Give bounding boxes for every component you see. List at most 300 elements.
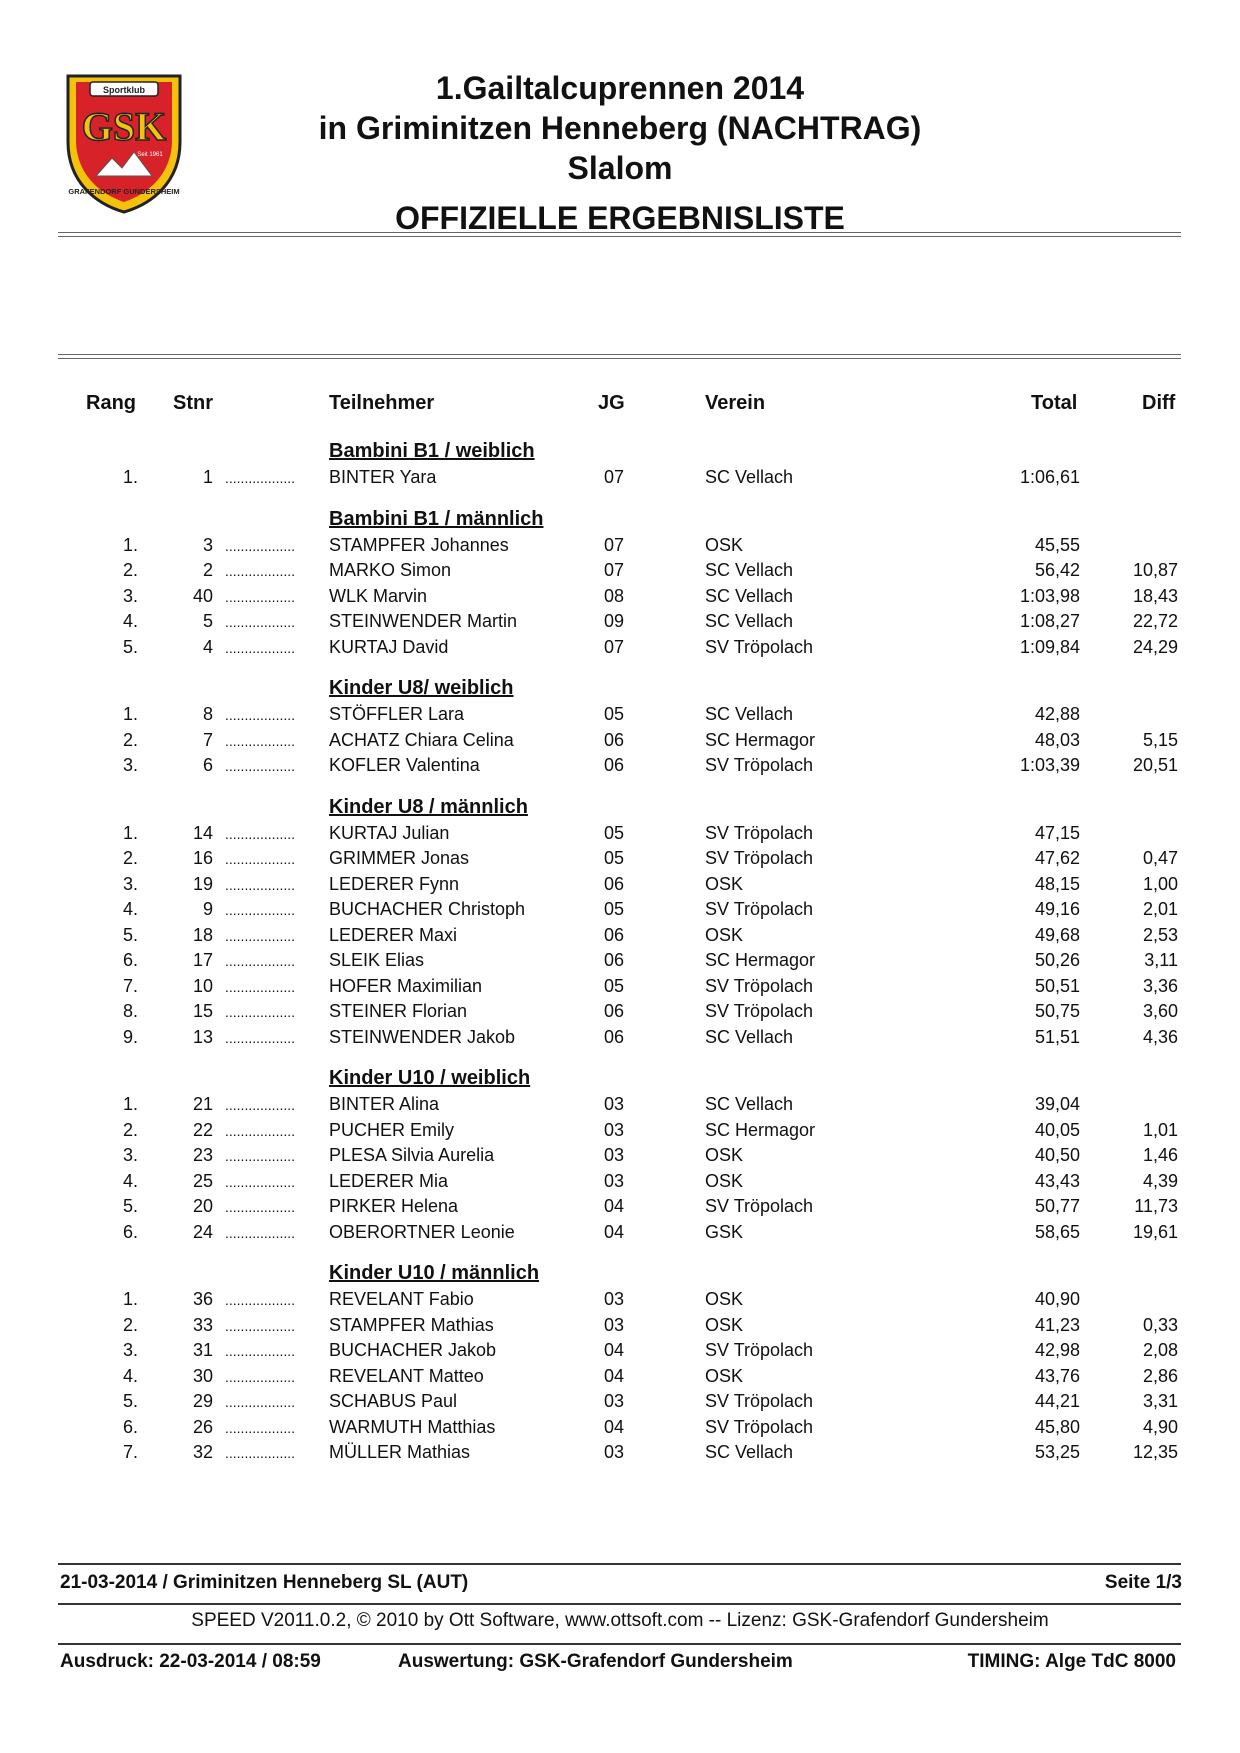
result-row [0, 949, 1240, 975]
result-row [0, 873, 1240, 899]
start-number: 6 [202, 755, 213, 775]
total-time: 40,05 [1034, 1119, 1080, 1140]
participant-name: OBERORTNER Leonie [329, 1221, 515, 1242]
leader-dots: .................. [225, 902, 296, 918]
result-row [0, 1416, 1240, 1442]
group-title-text: Bambini B1 / weiblich [329, 440, 535, 462]
start-number: 1 [202, 467, 213, 487]
club: SC Vellach [705, 1442, 794, 1462]
time-diff: 1,00 [1142, 873, 1178, 894]
time-diff: 10,87 [1132, 560, 1178, 580]
birth-year: 07 [604, 560, 625, 580]
total-time: 50,77 [1034, 1196, 1080, 1216]
leader-dots: .................. [225, 732, 296, 749]
participant-name: STEINWENDER Jakob [329, 1026, 516, 1047]
start-number: 19 [192, 873, 213, 894]
club: GSK [705, 1221, 744, 1242]
club: SV Tröpolach [705, 975, 814, 996]
club: SV Tröpolach [705, 1340, 814, 1360]
logo-letters: GSK [81, 104, 167, 149]
participant-name: SCHABUS Paul [329, 1391, 458, 1411]
start-number: 10 [192, 975, 213, 996]
time-diff: 18,43 [1132, 585, 1178, 606]
footer-bottom-divider [58, 1643, 1181, 1645]
start-number: 29 [192, 1391, 213, 1411]
birth-year: 07 [604, 534, 625, 555]
rang: 2. [122, 729, 138, 750]
leader-dots: .................. [225, 1419, 296, 1436]
rang: 4. [122, 1170, 138, 1191]
result-row [0, 1119, 1240, 1145]
total-time: 48,15 [1034, 873, 1080, 894]
start-number: 40 [192, 585, 213, 606]
group-title-text: Bambini B1 / männlich [329, 507, 544, 530]
leader-dots: .................. [225, 614, 296, 630]
birth-year: 06 [604, 1026, 625, 1047]
total-time: 39,04 [1034, 1094, 1080, 1114]
software-license: SPEED V2011.0.2, © 2010 by Ott Software, www.ottsoft.com -- Lizenz: GSK-Grafendorf Gundersheim [191, 1610, 1049, 1631]
club: SC Vellach [705, 560, 794, 580]
group-heading [0, 1065, 1240, 1093]
birth-year: 03 [604, 1170, 625, 1191]
rang: 9. [122, 1026, 138, 1047]
club: OSK [705, 1314, 744, 1335]
leader-dots: .................. [225, 1122, 296, 1139]
participant-name: MARKO Simon [329, 560, 452, 580]
group-title-text: Kinder U10 / männlich [329, 1262, 540, 1284]
start-number: 9 [202, 899, 213, 919]
result-row [0, 1339, 1240, 1365]
result-row [0, 466, 1240, 492]
total-time: 47,62 [1034, 848, 1080, 868]
birth-year: 05 [604, 899, 625, 919]
time-diff: 4,36 [1142, 1026, 1178, 1047]
leader-dots: .................. [225, 1445, 296, 1461]
leader-dots: .................. [225, 1004, 296, 1020]
total-time: 58,65 [1034, 1221, 1080, 1242]
timing-info: TIMING: Alge TdC 8000 [967, 1651, 1176, 1672]
rang: 7. [122, 975, 138, 996]
start-number: 31 [192, 1340, 213, 1360]
total-time: 1:09,84 [1019, 636, 1080, 657]
group-heading [0, 1260, 1240, 1288]
start-number: 32 [192, 1442, 213, 1462]
rang: 3. [122, 873, 138, 894]
start-number: 30 [192, 1365, 213, 1386]
rang: 3. [122, 1340, 138, 1360]
start-number: 13 [192, 1026, 213, 1047]
club: SV Tröpolach [705, 1001, 814, 1021]
start-number: 16 [192, 848, 213, 868]
leader-dots: .................. [225, 1317, 296, 1334]
club: SV Tröpolach [705, 1391, 814, 1411]
total-time: 1:03,98 [1019, 585, 1080, 606]
result-row [0, 975, 1240, 1001]
birth-year: 06 [604, 1001, 625, 1021]
group-heading [0, 506, 1240, 534]
start-number: 3 [202, 534, 213, 555]
total-time: 49,68 [1034, 924, 1080, 945]
leader-dots: .................. [225, 851, 296, 867]
birth-year: 04 [604, 1416, 625, 1437]
time-diff: 20,51 [1132, 755, 1178, 775]
start-number: 18 [192, 924, 213, 945]
results-list [0, 438, 1240, 1467]
evaluation-info: Auswertung: GSK-Grafendorf Gundersheim [398, 1651, 793, 1672]
title-line-3: Slalom [567, 150, 673, 186]
participant-name: BINTER Alina [329, 1094, 440, 1114]
birth-year: 03 [604, 1442, 625, 1462]
club: SV Tröpolach [705, 636, 814, 657]
leader-dots: .................. [225, 1368, 296, 1385]
rang: 6. [122, 950, 138, 970]
col-header-diff: Diff [1142, 392, 1176, 414]
logo-ring-text: GRAFENDORF GUNDERSHEIM [68, 187, 180, 196]
document-title [260, 68, 980, 238]
time-diff: 3,36 [1142, 975, 1178, 996]
group-heading [0, 438, 1240, 466]
printout-timestamp: Ausdruck: 22-03-2014 / 08:59 [60, 1651, 321, 1672]
time-diff: 1,46 [1142, 1145, 1178, 1165]
total-time: 43,76 [1034, 1365, 1080, 1386]
participant-name: BINTER Yara [329, 467, 437, 487]
rang: 5. [122, 636, 138, 657]
time-diff: 2,86 [1142, 1365, 1178, 1386]
rang: 8. [122, 1001, 138, 1021]
leader-dots: .................. [225, 1148, 296, 1164]
result-row [0, 1314, 1240, 1340]
title-line-1: 1.Gailtalcuprennen 2014 [435, 70, 805, 106]
rang: 3. [122, 755, 138, 775]
leader-dots: .................. [225, 927, 296, 944]
club: SC Hermagor [705, 950, 816, 970]
leader-dots: .................. [225, 1029, 296, 1046]
participant-name: LEDERER Mia [329, 1170, 449, 1191]
birth-year: 03 [604, 1145, 625, 1165]
leader-dots: .................. [225, 1224, 296, 1241]
birth-year: 04 [604, 1340, 625, 1360]
header-divider [58, 232, 1181, 237]
leader-dots: .................. [225, 639, 296, 656]
club: SV Tröpolach [705, 755, 814, 775]
leader-dots: .................. [225, 470, 296, 486]
leader-dots: .................. [225, 1394, 296, 1410]
group-title-text: Kinder U8 / männlich [329, 795, 528, 818]
total-time: 41,23 [1034, 1314, 1080, 1335]
rang: 5. [122, 1391, 138, 1411]
rang: 1. [122, 704, 138, 724]
participant-name: STEINWENDER Martin [329, 611, 518, 631]
rang: 3. [122, 585, 138, 606]
time-diff: 3,31 [1142, 1391, 1178, 1411]
leader-dots: .................. [225, 758, 296, 774]
result-row [0, 1144, 1240, 1170]
leader-dots: .................. [225, 978, 296, 995]
rang: 7. [122, 1442, 138, 1462]
result-row [0, 1093, 1240, 1119]
result-row [0, 1170, 1240, 1196]
club: OSK [705, 924, 744, 945]
club: SC Vellach [705, 1094, 794, 1114]
logo-ribbon: Sportklub [103, 85, 145, 95]
participant-name: KURTAJ Julian [329, 822, 450, 843]
result-row [0, 1195, 1240, 1221]
total-time: 45,80 [1034, 1416, 1080, 1437]
rang: 1. [122, 467, 138, 487]
birth-year: 09 [604, 611, 625, 631]
time-diff: 24,29 [1132, 636, 1178, 657]
time-diff: 12,35 [1132, 1442, 1178, 1462]
participant-name: GRIMMER Jonas [329, 848, 470, 868]
club: OSK [705, 1289, 744, 1309]
participant-name: STAMPFER Johannes [329, 534, 509, 555]
club: SV Tröpolach [705, 1416, 814, 1437]
birth-year: 06 [604, 755, 625, 775]
start-number: 4 [202, 636, 213, 657]
participant-name: LEDERER Maxi [329, 924, 458, 945]
time-diff: 0,33 [1142, 1314, 1178, 1335]
start-number: 21 [192, 1094, 213, 1114]
time-diff: 3,11 [1144, 950, 1178, 970]
leader-dots: .................. [225, 537, 296, 554]
group-heading [0, 675, 1240, 703]
birth-year: 04 [604, 1221, 625, 1242]
title-line-2: in Griminitzen Henneberg (NACHTRAG) [318, 110, 922, 146]
participant-name: WARMUTH Matthias [329, 1416, 496, 1437]
start-number: 36 [192, 1289, 213, 1309]
start-number: 5 [202, 611, 213, 631]
time-diff: 2,01 [1142, 899, 1178, 919]
birth-year: 03 [604, 1289, 625, 1309]
rang: 6. [122, 1416, 138, 1437]
birth-year: 06 [604, 729, 625, 750]
col-header-rang: Rang [86, 392, 136, 414]
group-title-text: Kinder U10 / weiblich [329, 1067, 531, 1089]
total-time: 56,42 [1034, 560, 1080, 580]
logo-since: Seit 1961 [137, 152, 163, 158]
result-row [0, 1221, 1240, 1247]
club: OSK [705, 534, 744, 555]
result-row [0, 1365, 1240, 1391]
leader-dots: .................. [225, 1343, 296, 1359]
participant-name: LEDERER Fynn [329, 873, 460, 894]
time-diff: 2,08 [1142, 1340, 1178, 1360]
birth-year: 04 [604, 1365, 625, 1386]
club: SV Tröpolach [705, 822, 814, 843]
birth-year: 06 [604, 924, 625, 945]
footer-mid-divider [58, 1603, 1181, 1605]
rang: 1. [122, 1289, 138, 1309]
leader-dots: .................. [225, 1292, 296, 1308]
result-row [0, 1000, 1240, 1026]
birth-year: 05 [604, 822, 625, 843]
total-time: 53,25 [1034, 1442, 1080, 1462]
club: SC Vellach [705, 611, 794, 631]
result-row [0, 559, 1240, 585]
birth-year: 06 [604, 950, 625, 970]
birth-year: 06 [604, 873, 625, 894]
start-number: 7 [202, 729, 213, 750]
rang: 4. [122, 899, 138, 919]
result-row [0, 636, 1240, 662]
start-number: 22 [192, 1119, 213, 1140]
birth-year: 03 [604, 1391, 625, 1411]
club: SC Vellach [705, 1026, 794, 1047]
leader-dots: .................. [225, 588, 296, 605]
result-row [0, 729, 1240, 755]
rang: 3. [122, 1145, 138, 1165]
start-number: 20 [192, 1196, 213, 1216]
result-row [0, 585, 1240, 611]
club: OSK [705, 1365, 744, 1386]
rang: 2. [122, 1119, 138, 1140]
participant-name: KOFLER Valentina [329, 755, 480, 775]
rang: 1. [122, 822, 138, 843]
total-time: 45,55 [1034, 534, 1080, 555]
rang: 1. [122, 1094, 138, 1114]
leader-dots: .................. [225, 707, 296, 723]
rang: 2. [122, 560, 138, 580]
time-diff: 19,61 [1132, 1221, 1178, 1242]
total-time: 47,15 [1034, 822, 1080, 843]
participant-name: KURTAJ David [329, 636, 449, 657]
start-number: 8 [202, 704, 213, 724]
participant-name: WLK Marvin [329, 585, 428, 606]
result-row [0, 610, 1240, 636]
start-number: 14 [192, 822, 213, 843]
start-number: 15 [192, 1001, 213, 1021]
total-time: 43,43 [1034, 1170, 1080, 1191]
start-number: 26 [192, 1416, 213, 1437]
time-diff: 22,72 [1132, 611, 1178, 631]
result-row [0, 1288, 1240, 1314]
result-row [0, 1441, 1240, 1467]
time-diff: 3,60 [1142, 1001, 1178, 1021]
start-number: 25 [192, 1170, 213, 1191]
total-time: 48,03 [1034, 729, 1080, 750]
total-time: 40,50 [1034, 1145, 1080, 1165]
start-number: 2 [202, 560, 213, 580]
participant-name: SLEIK Elias [329, 950, 425, 970]
leader-dots: .................. [225, 1173, 296, 1190]
birth-year: 03 [604, 1094, 625, 1114]
result-row [0, 703, 1240, 729]
participant-name: STAMPFER Mathias [329, 1314, 494, 1335]
club: OSK [705, 1145, 744, 1165]
time-diff: 11,73 [1134, 1196, 1178, 1216]
time-diff: 5,15 [1142, 729, 1178, 750]
leader-dots: .................. [225, 876, 296, 893]
birth-year: 03 [604, 1314, 625, 1335]
club: SV Tröpolach [705, 899, 814, 919]
leader-dots: .................. [225, 1097, 296, 1113]
total-time: 1:03,39 [1019, 755, 1080, 775]
result-row [0, 754, 1240, 780]
time-diff: 2,53 [1142, 924, 1178, 945]
club: SV Tröpolach [705, 848, 814, 868]
rang: 4. [122, 611, 138, 631]
total-time: 50,51 [1034, 975, 1080, 996]
total-time: 44,21 [1034, 1391, 1080, 1411]
birth-year: 05 [604, 848, 625, 868]
result-row [0, 534, 1240, 560]
participant-name: PUCHER Emily [329, 1119, 455, 1140]
birth-year: 03 [604, 1119, 625, 1140]
total-time: 42,88 [1034, 704, 1080, 724]
participant-name: STEINER Florian [329, 1001, 468, 1021]
club: OSK [705, 1170, 744, 1191]
birth-year: 05 [604, 704, 625, 724]
leader-dots: .................. [225, 1199, 296, 1215]
rang: 5. [122, 924, 138, 945]
total-time: 1:06,61 [1019, 467, 1080, 487]
club: SC Hermagor [705, 1119, 816, 1140]
rang: 5. [122, 1196, 138, 1216]
total-time: 51,51 [1034, 1026, 1080, 1047]
total-time: 49,16 [1034, 899, 1080, 919]
leader-dots: .................. [225, 953, 296, 969]
result-row [0, 847, 1240, 873]
start-number: 23 [192, 1145, 213, 1165]
col-header-jg: JG [598, 392, 625, 414]
group-title-text: Kinder U8/ weiblich [329, 677, 514, 699]
result-row [0, 822, 1240, 848]
participant-name: PIRKER Helena [329, 1196, 459, 1216]
participant-name: ACHATZ Chiara Celina [329, 729, 514, 750]
time-diff: 4,90 [1142, 1416, 1178, 1437]
participant-name: PLESA Silvia Aurelia [329, 1145, 495, 1165]
rang: 2. [122, 848, 138, 868]
birth-year: 05 [604, 975, 625, 996]
group-heading [0, 794, 1240, 822]
club: SC Vellach [705, 585, 794, 606]
result-row [0, 1390, 1240, 1416]
result-row [0, 898, 1240, 924]
birth-year: 07 [604, 467, 625, 487]
club: OSK [705, 873, 744, 894]
leader-dots: .................. [225, 563, 296, 579]
official-results-heading: OFFIZIELLE ERGEBNISLISTE [395, 200, 845, 236]
total-time: 50,75 [1034, 1001, 1080, 1021]
race-info: 21-03-2014 / Griminitzen Henneberg SL (AUT) [60, 1572, 469, 1593]
participant-name: BUCHACHER Jakob [329, 1340, 497, 1360]
club-logo [62, 72, 186, 214]
rang: 1. [122, 534, 138, 555]
total-time: 50,26 [1034, 950, 1080, 970]
col-header-stnr: Stnr [173, 392, 213, 414]
participant-name: MÜLLER Mathias [329, 1442, 471, 1462]
time-diff: 1,01 [1142, 1119, 1178, 1140]
total-time: 42,98 [1034, 1340, 1080, 1360]
time-diff: 0,47 [1142, 848, 1178, 868]
participant-name: HOFER Maximilian [329, 975, 483, 996]
rang: 6. [122, 1221, 138, 1242]
club: SC Hermagor [705, 729, 816, 750]
birth-year: 07 [604, 636, 625, 657]
footer-top-divider [58, 1563, 1181, 1565]
participant-name: BUCHACHER Christoph [329, 899, 526, 919]
start-number: 24 [192, 1221, 213, 1242]
result-row [0, 1026, 1240, 1052]
birth-year: 08 [604, 585, 625, 606]
page-number: Seite 1/3 [1104, 1572, 1182, 1593]
club: SV Tröpolach [705, 1196, 814, 1216]
participant-name: REVELANT Fabio [329, 1289, 474, 1309]
col-header-teilnehmer: Teilnehmer [329, 392, 435, 414]
leader-dots: .................. [225, 825, 296, 842]
result-row [0, 924, 1240, 950]
participant-name: REVELANT Matteo [329, 1365, 484, 1386]
